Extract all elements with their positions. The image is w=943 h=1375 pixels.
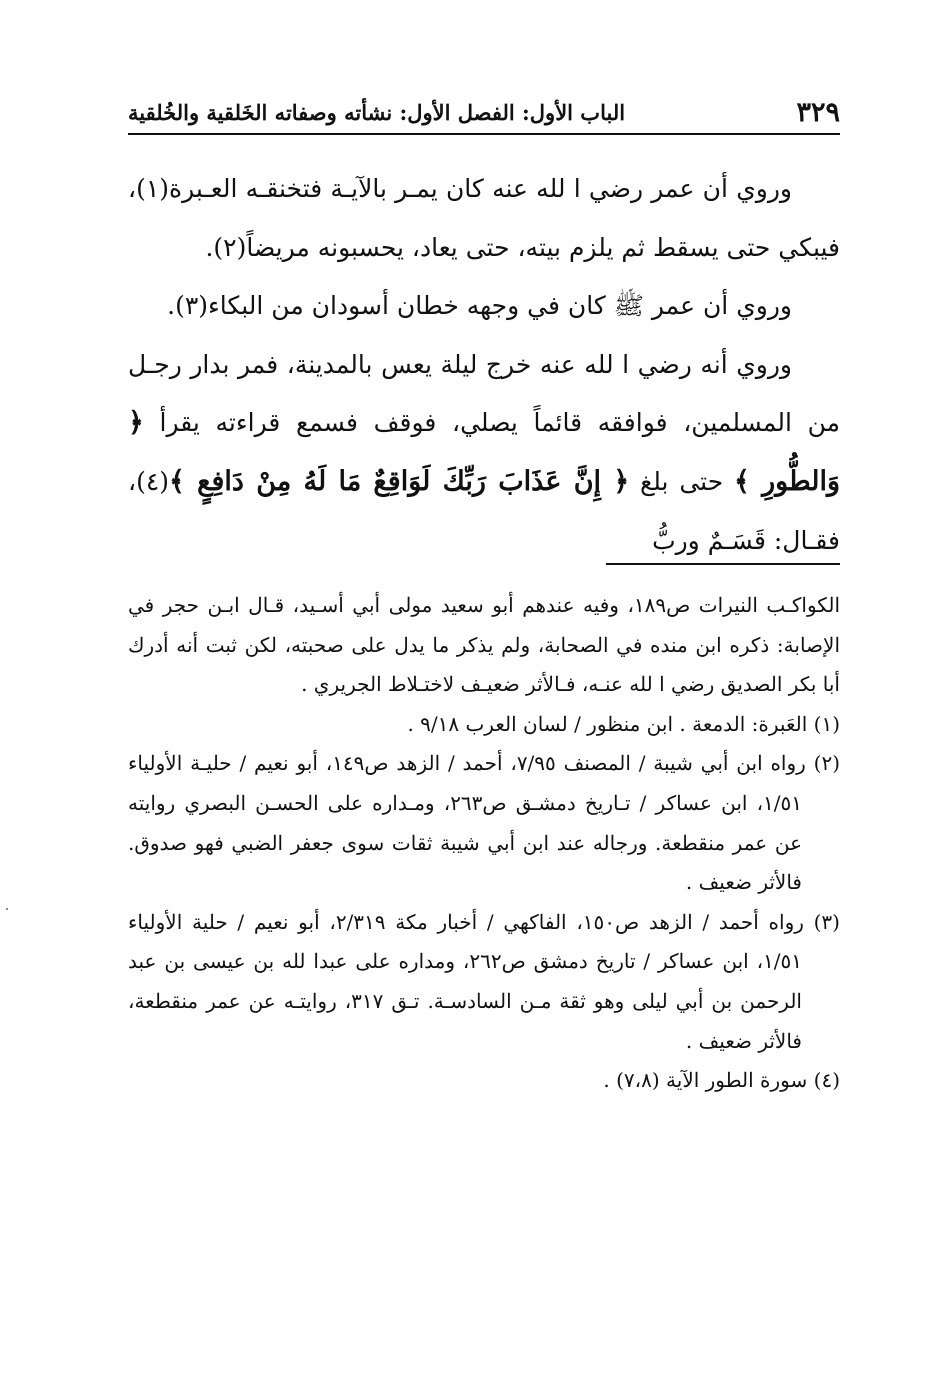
page-header xyxy=(128,96,840,132)
scan-speck xyxy=(6,908,8,910)
text-oath: (٤)، فقـال: قَسَـمٌ وربُّ xyxy=(128,466,840,555)
paragraph-night-patrol-text: وروي أنه رضي ا لله عنه خرج ليلة يعس بالمدينة، فمر بدار رجـل من المسلمين، فوافقه قائماً يصلي، فوقف فسمع قراءته يقرأ xyxy=(128,349,840,438)
main-text xyxy=(128,160,840,570)
footnote-continuation: الكواكـب النيرات ص١٨٩، وفيه عندهم أبو سعيد مولى أبي أسـيد، قـال ابـن حجر في الإصابة: ذكره ابن منده في الصحابة، ولم يذكر ما يدل على صحبته، لكن ثبت أنه أدرك أبا بكر الصديق رضي ا لله عنـه، فـالأثر ضعيـف لاختـلاط الجريري . xyxy=(128,593,841,697)
paragraph-night-patrol xyxy=(128,336,840,570)
footnote-1: (١) العَبرة: الدمعة . ابن منظور / لسان العرب ٩/١٨ . xyxy=(407,711,840,736)
footnotes xyxy=(128,586,840,1101)
running-title: الباب الأول: الفصل الأول: نشأته وصفاته الخَلقية والخُلقية xyxy=(128,100,626,125)
footnote-3: (٣) رواه أحمد / الزهد ص١٥٠، الفاكهي / أخبار مكة ٢/٣١٩، أبو نعيم / حلية الأولياء ١/٥١، ابن عساكر / تاريخ دمشق ص٢٦٢، ومداره على عبدا لله بن عيسى بن عبد الرحمن بن أبي ليلى وهو ثقة مـن السادسـة. تـق ٣١٧، روايتـه عن عمر منقطعة، فالأثر ضعيف . xyxy=(128,909,840,1053)
quran-verse-punishment: ﴿ إِنَّ عَذَابَ رَبِّكَ لَوَاقِعٌ مَا لَهُ مِنْ دَافِعٍ ﴾ xyxy=(169,465,630,497)
footnote-4: (٤) سورة الطور الآية (٧،٨) . xyxy=(603,1068,840,1093)
footnote-2: (٢) رواه ابن أبي شيبة / المصنف ٧/٩٥، أحمد / الزهد ص١٤٩، أبو نعيم / حليـة الأولياء ١/٥١، ابن عساكر / تـاريخ دمشـق ص٢٦٣، ومـداره على الحسـن البصري روايته عن عمر منقطعة. ورجاله عند ابن أبي شيبة ثقات سوى جعفر الضبي فهو صدوق. فالأثر ضعيف . xyxy=(128,751,840,895)
paragraph-black-lines: وروي أن عمر ﷺ كان في وجهه خطان أسودان من البكاء(٣). xyxy=(167,291,792,321)
quran-verse-tur: ﴿ وَالطُّورِ ﴾ xyxy=(128,407,840,497)
page-number: ٣٢٩ xyxy=(796,97,840,128)
footnote-separator xyxy=(606,563,840,565)
paragraph-weeping: وروي أن عمر رضي ا لله عنه كان يمـر بالآيـة فتخنقـه العـبرة(١)، فيبكي حتى يسقط ثم يلزم بيته، حتى يعاد، يحسبونه مريضاً(٢). xyxy=(128,174,840,262)
header-rule xyxy=(128,133,840,135)
text-until: حتى بلغ xyxy=(639,466,724,496)
